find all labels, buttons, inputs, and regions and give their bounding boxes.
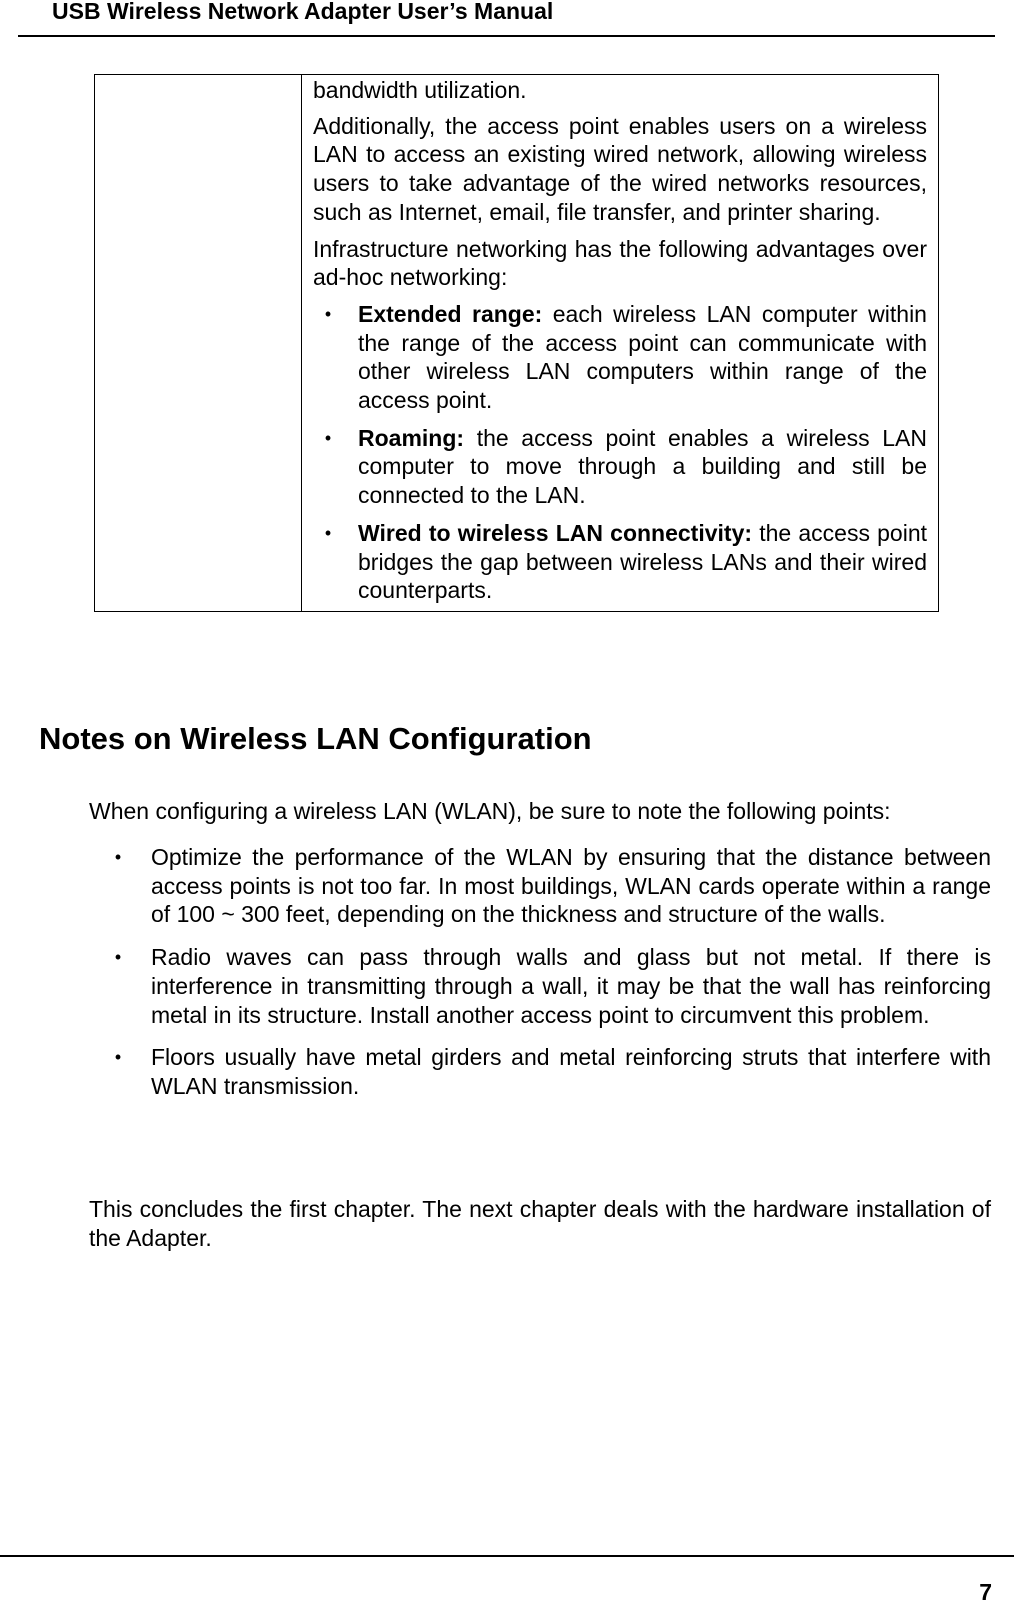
bullet-icon: • — [324, 303, 332, 324]
header-divider — [18, 35, 995, 37]
bullet-icon: • — [324, 522, 332, 543]
table-paragraph: bandwidth utilization. — [313, 77, 527, 103]
list-item — [110, 1043, 991, 1100]
bullet-icon: • — [114, 1047, 122, 1068]
table-content-cell — [302, 75, 939, 612]
note-text: Radio waves can pass through walls and glass but not metal. If there is interference in transmitting through a wall, it may be that the wall has reinforcing metal in its structure. Install another access point to circumvent this problem. — [151, 944, 991, 1028]
table-paragraph: Additionally, the access point enables users on a wireless LAN to access an existing wired network, allowing wireless users to take advantage of the wired networks resources, such as Internet, email, file transfer, and printer sharing. — [313, 112, 927, 225]
section-intro: When configuring a wireless LAN (WLAN), be sure to note the following points: — [89, 798, 891, 824]
bullet-text: the access point bridges the gap between wireless LANs and their wired counterparts. — [358, 519, 928, 604]
note-text: Floors usually have metal girders and metal reinforcing struts that interfere with WLAN transmission. — [151, 1044, 991, 1099]
note-text: Optimize the performance of the WLAN by ensuring that the distance between access points is not too far. In most buildings, WLAN cards operate within a range of 100 ~ 300 feet, depending on the thickness and structure of the walls. — [151, 844, 991, 928]
bullet-icon: • — [114, 947, 122, 968]
list-item — [313, 300, 927, 415]
list-item — [313, 424, 927, 510]
bullet-term: Extended range: — [358, 300, 543, 327]
section-title: Notes on Wireless LAN Configuration — [39, 721, 592, 756]
infrastructure-table — [94, 74, 939, 612]
page-number: 7 — [979, 1579, 992, 1605]
bullet-term: Roaming: — [358, 424, 465, 451]
bullet-text: each wireless LAN computer within the range of the access point can communicate with other wireless LAN computers within range of the access point. — [358, 300, 927, 414]
footer-divider — [0, 1555, 1014, 1557]
bullet-term: Wired to wireless LAN connectivity: — [358, 519, 753, 546]
chapter-conclusion: This concludes the first chapter. The next chapter deals with the hardware installation of the Adapter. — [89, 1196, 991, 1251]
list-item — [313, 519, 927, 605]
bullet-text: the access point enables a wireless LAN computer to move through a building and still be connected to the LAN. — [358, 424, 927, 509]
manual-title: USB Wireless Network Adapter User’s Manual — [52, 0, 554, 24]
table-paragraph: Infrastructure networking has the following advantages over ad-hoc networking: — [313, 235, 927, 291]
list-item — [110, 843, 991, 929]
list-item — [110, 943, 991, 1029]
config-notes-list — [110, 843, 991, 1115]
bullet-icon: • — [324, 427, 332, 448]
table-empty-cell — [95, 75, 302, 612]
advantages-list — [313, 300, 927, 605]
bullet-icon: • — [114, 847, 122, 867]
